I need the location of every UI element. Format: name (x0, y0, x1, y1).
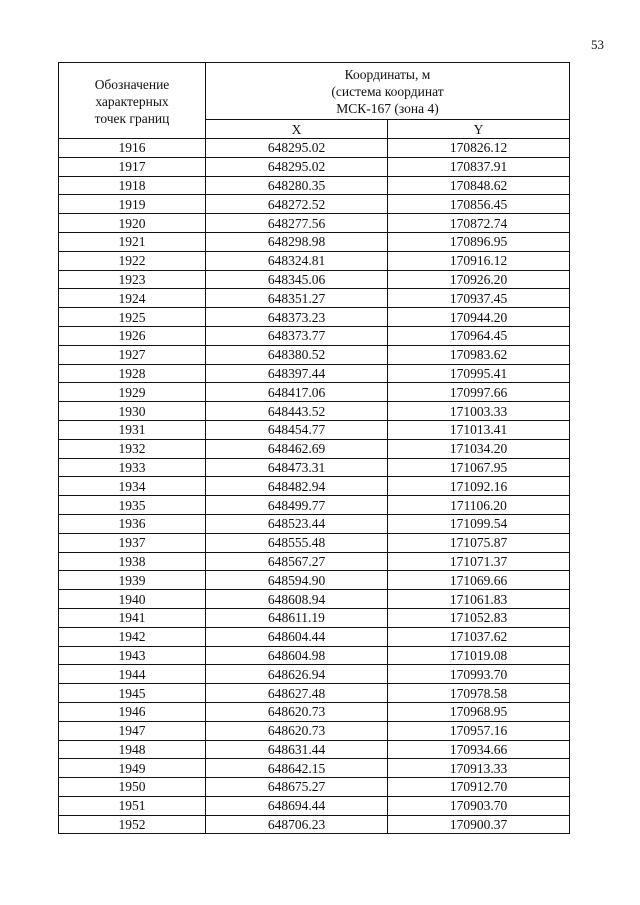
table-row (59, 402, 570, 421)
table-row (59, 232, 570, 251)
y-coordinate-cell: 171075.87 (388, 533, 570, 552)
point-number-cell: 1930 (59, 402, 206, 421)
x-coordinate-cell: 648631.44 (206, 740, 388, 759)
y-coordinate-cell: 171071.37 (388, 552, 570, 571)
coords-header-line: МСК-167 (зона 4) (336, 100, 439, 116)
x-coordinate-cell: 648604.98 (206, 646, 388, 665)
point-number-cell: 1945 (59, 684, 206, 703)
y-coordinate-cell: 171034.20 (388, 439, 570, 458)
coordinates-table (58, 62, 570, 834)
table-row (59, 646, 570, 665)
y-coordinate-cell: 170872.74 (388, 214, 570, 233)
point-designation-header (59, 63, 206, 139)
x-coordinate-cell: 648351.27 (206, 289, 388, 308)
table-row (59, 383, 570, 402)
x-coordinate-cell: 648454.77 (206, 420, 388, 439)
table-row (59, 176, 570, 195)
y-coordinate-cell: 171019.08 (388, 646, 570, 665)
point-number-cell: 1943 (59, 646, 206, 665)
x-coordinate-cell: 648373.23 (206, 308, 388, 327)
x-coordinate-cell: 648608.94 (206, 590, 388, 609)
y-coordinate-cell: 170995.41 (388, 364, 570, 383)
x-coordinate-cell: 648706.23 (206, 815, 388, 834)
x-coordinate-cell: 648642.15 (206, 759, 388, 778)
point-number-cell: 1940 (59, 590, 206, 609)
point-number-cell: 1947 (59, 721, 206, 740)
y-coordinate-cell: 170912.70 (388, 778, 570, 797)
table-row (59, 796, 570, 815)
y-coordinate-cell: 171099.54 (388, 514, 570, 533)
x-coordinate-cell: 648523.44 (206, 514, 388, 533)
x-coordinate-cell: 648295.02 (206, 157, 388, 176)
table-header (59, 63, 570, 139)
point-number-cell: 1952 (59, 815, 206, 834)
x-coordinate-cell: 648462.69 (206, 439, 388, 458)
x-coordinate-cell: 648417.06 (206, 383, 388, 402)
x-coordinate-cell: 648380.52 (206, 345, 388, 364)
table-row (59, 420, 570, 439)
table-row (59, 533, 570, 552)
page-number: 53 (591, 37, 604, 52)
y-coordinate-cell: 171037.62 (388, 627, 570, 646)
x-coordinate-cell: 648555.48 (206, 533, 388, 552)
x-coordinate-cell: 648373.77 (206, 326, 388, 345)
point-number-cell: 1935 (59, 496, 206, 515)
y-coordinate-cell: 170937.45 (388, 289, 570, 308)
point-number-cell: 1928 (59, 364, 206, 383)
x-coordinate-cell: 648604.44 (206, 627, 388, 646)
point-number-cell: 1929 (59, 383, 206, 402)
y-coordinate-cell: 170926.20 (388, 270, 570, 289)
y-coordinate-cell: 170913.33 (388, 759, 570, 778)
y-coordinate-cell: 171061.83 (388, 590, 570, 609)
y-coordinate-cell: 170848.62 (388, 176, 570, 195)
x-coordinate-cell: 648611.19 (206, 608, 388, 627)
table-row (59, 458, 570, 477)
point-number-cell: 1919 (59, 195, 206, 214)
x-coordinate-cell: 648482.94 (206, 477, 388, 496)
y-coordinate-cell: 170856.45 (388, 195, 570, 214)
x-coordinate-cell: 648272.52 (206, 195, 388, 214)
table-row (59, 684, 570, 703)
table-row (59, 345, 570, 364)
y-coordinate-cell: 171013.41 (388, 420, 570, 439)
y-coordinate-cell: 170944.20 (388, 308, 570, 327)
table-row (59, 289, 570, 308)
x-coordinate-cell: 648694.44 (206, 796, 388, 815)
table-row (59, 702, 570, 721)
point-number-cell: 1932 (59, 439, 206, 458)
header-row-main (59, 63, 570, 120)
x-coordinate-cell: 648626.94 (206, 665, 388, 684)
y-coordinate-cell: 170837.91 (388, 157, 570, 176)
y-column-header: Y (388, 120, 570, 139)
point-number-cell: 1917 (59, 157, 206, 176)
x-coordinate-cell: 648499.77 (206, 496, 388, 515)
x-coordinate-cell: 648675.27 (206, 778, 388, 797)
table-row (59, 552, 570, 571)
table-row (59, 571, 570, 590)
table-row (59, 139, 570, 158)
table-row (59, 740, 570, 759)
y-coordinate-cell: 171052.83 (388, 608, 570, 627)
y-coordinate-cell: 170896.95 (388, 232, 570, 251)
point-number-cell: 1951 (59, 796, 206, 815)
point-number-cell: 1944 (59, 665, 206, 684)
table-row (59, 759, 570, 778)
table-row (59, 157, 570, 176)
y-coordinate-cell: 171067.95 (388, 458, 570, 477)
point-number-cell: 1931 (59, 420, 206, 439)
x-coordinate-cell: 648620.73 (206, 721, 388, 740)
point-number-cell: 1922 (59, 251, 206, 270)
y-coordinate-cell: 170964.45 (388, 326, 570, 345)
point-number-cell: 1948 (59, 740, 206, 759)
table-row (59, 326, 570, 345)
y-coordinate-cell: 170934.66 (388, 740, 570, 759)
point-number-cell: 1942 (59, 627, 206, 646)
y-coordinate-cell: 170993.70 (388, 665, 570, 684)
point-number-cell: 1937 (59, 533, 206, 552)
table-row (59, 608, 570, 627)
table-row (59, 214, 570, 233)
x-coordinate-cell: 648627.48 (206, 684, 388, 703)
point-number-cell: 1925 (59, 308, 206, 327)
point-number-cell: 1936 (59, 514, 206, 533)
x-coordinate-cell: 648280.35 (206, 176, 388, 195)
x-coordinate-cell: 648298.98 (206, 232, 388, 251)
point-number-cell: 1923 (59, 270, 206, 289)
point-number-cell: 1916 (59, 139, 206, 158)
point-number-cell: 1918 (59, 176, 206, 195)
point-number-cell: 1924 (59, 289, 206, 308)
point-header-line: характерных (95, 94, 169, 109)
table-row (59, 251, 570, 270)
table-row (59, 665, 570, 684)
table-row (59, 815, 570, 834)
y-coordinate-cell: 171092.16 (388, 477, 570, 496)
point-number-cell: 1927 (59, 345, 206, 364)
y-coordinate-cell: 170983.62 (388, 345, 570, 364)
point-number-cell: 1938 (59, 552, 206, 571)
x-column-header: X (206, 120, 388, 139)
table-row (59, 439, 570, 458)
table-row (59, 496, 570, 515)
x-coordinate-cell: 648345.06 (206, 270, 388, 289)
x-coordinate-cell: 648397.44 (206, 364, 388, 383)
y-coordinate-cell: 170900.37 (388, 815, 570, 834)
table-row (59, 721, 570, 740)
table-row (59, 778, 570, 797)
point-number-cell: 1949 (59, 759, 206, 778)
table-row (59, 514, 570, 533)
y-coordinate-cell: 170968.95 (388, 702, 570, 721)
point-number-cell: 1920 (59, 214, 206, 233)
point-number-cell: 1926 (59, 326, 206, 345)
table-row (59, 627, 570, 646)
x-coordinate-cell: 648594.90 (206, 571, 388, 590)
table-body (59, 139, 570, 834)
y-coordinate-cell: 170916.12 (388, 251, 570, 270)
x-coordinate-cell: 648324.81 (206, 251, 388, 270)
y-coordinate-cell: 171069.66 (388, 571, 570, 590)
y-coordinate-cell: 170997.66 (388, 383, 570, 402)
y-coordinate-cell: 171003.33 (388, 402, 570, 421)
y-coordinate-cell: 170978.58 (388, 684, 570, 703)
table-row (59, 477, 570, 496)
y-coordinate-cell: 170957.16 (388, 721, 570, 740)
x-coordinate-cell: 648620.73 (206, 702, 388, 721)
coords-header-line: (система координат (331, 83, 444, 99)
table-row (59, 308, 570, 327)
point-header-line: Обозначение (94, 77, 170, 92)
x-coordinate-cell: 648277.56 (206, 214, 388, 233)
table-row (59, 364, 570, 383)
x-coordinate-cell: 648473.31 (206, 458, 388, 477)
x-coordinate-cell: 648443.52 (206, 402, 388, 421)
point-header-line: точек границ (94, 111, 170, 126)
point-number-cell: 1946 (59, 702, 206, 721)
point-number-cell: 1933 (59, 458, 206, 477)
table-row (59, 270, 570, 289)
table-row (59, 590, 570, 609)
table-row (59, 195, 570, 214)
y-coordinate-cell: 170826.12 (388, 139, 570, 158)
point-number-cell: 1939 (59, 571, 206, 590)
x-coordinate-cell: 648567.27 (206, 552, 388, 571)
coordinates-group-header (206, 63, 570, 120)
point-number-cell: 1921 (59, 232, 206, 251)
x-coordinate-cell: 648295.02 (206, 139, 388, 158)
y-coordinate-cell: 171106.20 (388, 496, 570, 515)
coords-header-line: Координаты, м (344, 66, 431, 82)
point-number-cell: 1934 (59, 477, 206, 496)
y-coordinate-cell: 170903.70 (388, 796, 570, 815)
point-number-cell: 1941 (59, 608, 206, 627)
point-number-cell: 1950 (59, 778, 206, 797)
